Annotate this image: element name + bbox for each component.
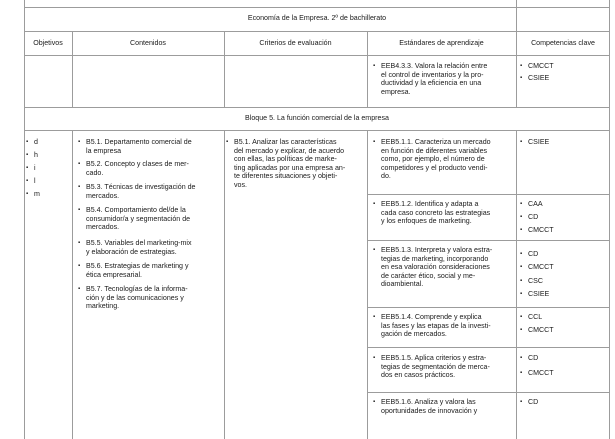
objetivo-item: ▪ h [34,151,38,160]
competencia-item: ▪ CMCCT [528,62,554,71]
competencia-item: ▪ CSIEE [528,290,549,299]
competencia-item: ▪ CMCCT [528,263,554,272]
table-title: Economía de la Empresa. 2º de bachillerato [247,14,387,22]
competencia-item: ▪ CD [528,354,538,363]
criterio-item: ▪ B5.1. Analizar las características del mercado y explicar, de acuerdo con ellas, las políticas de marke- ting aplicadas por una empresa an- te diferentes situaciones y objeti- vos. [234,138,345,189]
column-header-estandares: Estándares de aprendizaje [399,39,484,47]
objetivo-item: ▪ l [34,177,36,186]
competencia-item: ▪ CMCCT [528,326,554,335]
contenido-item: ▪ B5.1. Departamento comercial de la empresa [86,138,192,155]
competencia-item: ▪ CCL [528,313,542,322]
contenido-item: ▪ B5.5. Variables del marketing-mix y elaboración de estrategias. [86,239,192,256]
competencia-item: ▪ CMCCT [528,369,554,378]
estandar-item: ▪ EEB5.1.5. Aplica criterios y estra- tegias de segmentación de merca- dos en casos prácticos. [381,354,490,380]
objetivo-item: ▪ m [34,190,40,199]
contenido-item: ▪ B5.7. Tecnologías de la informa- ción y de las comunicaciones y marketing. [86,285,188,311]
contenido-item: ▪ B5.6. Estrategias de marketing y ética empresarial. [86,262,189,279]
column-header-criterios: Criterios de evaluación [259,39,332,47]
competencia-item: ▪ CAA [528,200,543,209]
contenido-item: ▪ B5.2. Concepto y clases de mer- cado. [86,160,189,177]
estandar-eeb4-3-3: ▪ EEB4.3.3. Valora la relación entre el control de inventarios y la pro- ductividad y la eficiencia en una empresa. [381,62,487,96]
competencia-item: ▪ CD [528,250,538,259]
estandar-item: ▪ EEB5.1.4. Comprende y explica las fases y las etapas de la investi- gación de mercados. [381,313,491,339]
objetivo-item: ▪ i [34,164,36,173]
column-header-contenidos: Contenidos [130,39,166,47]
competencia-item: ▪ CSC [528,277,543,286]
competencia-item: ▪ CD [528,213,538,222]
competencia-item: ▪ CMCCT [528,226,554,235]
estandar-item: ▪ EEB5.1.3. Interpreta y valora estra- tegias de marketing, incorporando en esa valoración consideraciones de carácter ético, social y me- dioambiental. [381,246,492,289]
contenido-item: ▪ B5.4. Comportamiento del/de la consumidor/a y segmentación de mercados. [86,206,190,232]
bloque-title: Bloque 5. La función comercial de la empresa [245,114,389,122]
competencia-item: ▪ CSIEE [528,138,549,147]
objetivo-item: ▪ d [34,138,38,147]
competencia-item: ▪ CD [528,398,538,407]
estandar-item: ▪ EEB5.1.6. Analiza y valora las oportunidades de innovación y [381,398,477,415]
column-header-competencias: Competencias clave [531,39,595,47]
column-header-objetivos: Objetivos [33,39,63,47]
estandar-item: ▪ EEB5.1.1. Caracteriza un mercado en función de diferentes variables como, por ejemplo, el número de competidores y el producto vendi- do. [381,138,491,181]
estandar-item: ▪ EEB5.1.2. Identifica y adapta a cada caso concreto las estrategias y los enfoques de marketing. [381,200,490,226]
competencia-item: ▪ CSIEE [528,74,549,83]
contenido-item: ▪ B5.3. Técnicas de investigación de mercados. [86,183,196,200]
